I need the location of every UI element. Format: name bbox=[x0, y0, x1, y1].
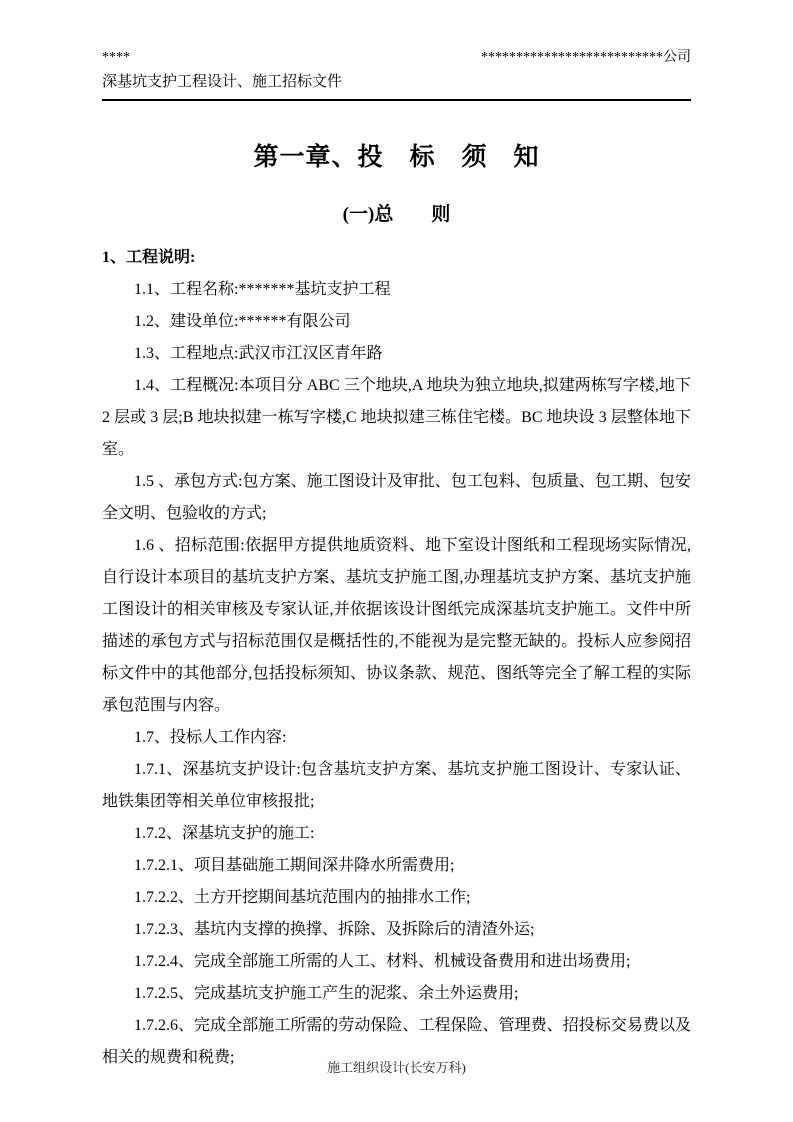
body-paragraph: 1.7、投标人工作内容: bbox=[134, 729, 287, 746]
body-paragraph: 1.7.2.4、完成全部施工所需的人工、材料、机械设备费用和进出场费用; bbox=[134, 953, 631, 970]
body-paragraph: 1.7.2.1、项目基础施工期间深井降水所需费用; bbox=[134, 857, 455, 874]
body-paragraph: 1.1、工程名称:*******基坑支护工程 bbox=[134, 281, 391, 298]
header-doc-title: 深基坑支护工程设计、施工招标文件 bbox=[102, 74, 343, 90]
header-row-top bbox=[102, 48, 691, 68]
body-paragraph: 1.4、工程概况:本项目分 ABC 三个地块,A 地块为独立地块,拟建两栋写字楼,地下 2 层或 3 层;B 地块拟建一栋写字楼,C 地块拟建三栋住宅楼。BC 地块设 3 层整体地下室。 bbox=[102, 377, 691, 458]
page-header bbox=[102, 48, 691, 101]
body-paragraph: 1.7.2、深基坑支护的施工: bbox=[134, 825, 315, 842]
body-paragraph: 1.5 、承包方式:包方案、施工图设计及审批、包工包料、包质量、包工期、包安全文明、包验收的方式; bbox=[102, 473, 691, 522]
document-body bbox=[102, 242, 691, 1074]
chapter-title: 第一章、投 标 须 知 bbox=[253, 144, 540, 171]
body-paragraph: 1.7.1、深基坑支护设计:包含基坑支护方案、基坑支护施工图设计、专家认证、地铁集团等相关单位审核报批; bbox=[102, 761, 691, 810]
body-paragraph: 1.2、建设单位:******有限公司 bbox=[134, 313, 351, 330]
body-paragraph: 1.7.2.2、土方开挖期间基坑范围内的抽排水工作; bbox=[134, 889, 471, 906]
section-title: (一)总 则 bbox=[342, 204, 451, 225]
body-paragraph: 1.3、工程地点:武汉市江汉区青年路 bbox=[134, 345, 383, 362]
body-paragraph: 1.6 、招标范围:依据甲方提供地质资料、地下室设计图纸和工程现场实际情况,自行设计本项目的基坑支护方案、基坑支护施工图,办理基坑支护方案、基坑支护施工图设计的相关审核及专家认证,并依据该设计图纸完成深基坑支护施工。文件中所描述的承包方式与招标范围仅是概括性的,不能视为是完整无缺的。投标人应参阅招标文件中的其他部分,包括投标须知、协议条款、规范、图纸等完全了解工程的实际承包范围与内容。 bbox=[102, 537, 691, 714]
body-paragraph: 1.7.2.3、基坑内支撑的换撑、拆除、及拆除后的清渣外运; bbox=[134, 921, 535, 938]
header-company-left: **** bbox=[102, 50, 130, 65]
section-heading-paragraph: 1、工程说明: bbox=[102, 249, 196, 266]
header-company-right: **************************公司 bbox=[481, 50, 691, 65]
body-paragraph: 1.7.2.5、完成基坑支护施工产生的泥浆、余土外运费用; bbox=[134, 985, 519, 1002]
page-footer: 施工组织设计(长安万科) bbox=[327, 1060, 466, 1075]
body-paragraph: 1.7.2.6、完成全部施工所需的劳动保险、工程保险、管理费、招投标交易费以及相关的规费和税费; bbox=[102, 1017, 691, 1066]
